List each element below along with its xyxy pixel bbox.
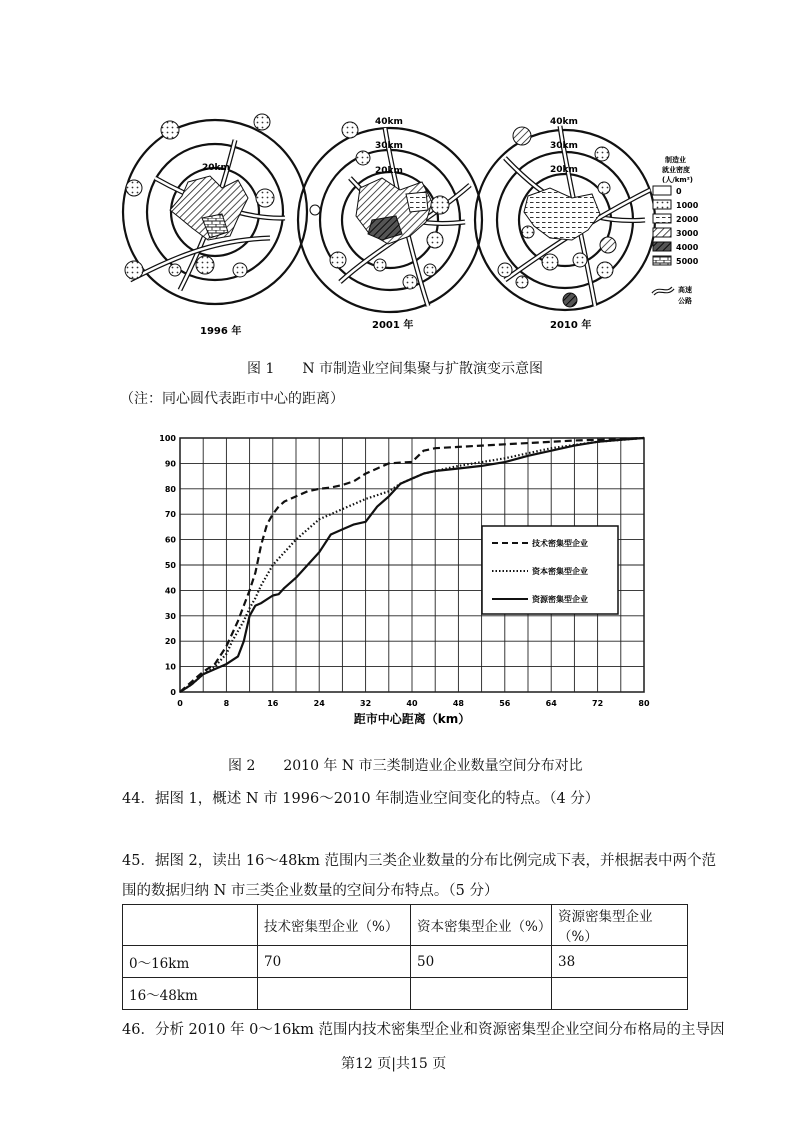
table-cell <box>123 905 258 946</box>
svg-text:(人/km²): (人/km²) <box>662 176 693 184</box>
table-cell: 50 <box>411 946 552 978</box>
question-44: 44．据图 1，概述 N 市 1996～2010 年制造业空间变化的特点。（4 分） <box>122 791 600 807</box>
question-45-line2: 围的数据归纳 N 市三类企业数量的空间分布特点。（5 分） <box>122 883 499 899</box>
x-tick-label: 32 <box>360 699 372 708</box>
figure-2-caption: 图 2 2010 年 N 市三类制造业企业数量空间分布对比 <box>228 758 583 774</box>
figure-1-caption: 图 1 N 市制造业空间集聚与扩散演变示意图 <box>247 361 544 377</box>
ring-label: 20km <box>202 163 230 173</box>
answer-cell[interactable] <box>552 978 688 1010</box>
y-tick-label: 50 <box>164 561 176 570</box>
svg-text:公路: 公路 <box>678 297 692 305</box>
legend-resource: 资源密集型企业 <box>532 595 588 604</box>
svg-text:0: 0 <box>676 187 682 196</box>
svg-text:3000: 3000 <box>676 229 699 238</box>
question-45-line1: 45．据图 2，读出 16～48km 范围内三类企业数量的分布比例完成下表，并根据表中两个范 <box>122 853 716 869</box>
table-header-cell: 技术密集型企业（%） <box>258 905 411 946</box>
ring-label: 20km <box>375 166 403 176</box>
figure-1-maps <box>110 110 710 342</box>
y-tick-label: 60 <box>164 535 176 545</box>
y-tick-label: 0 <box>170 688 176 697</box>
figure-1-note: （注：同心圆代表距市中心的距离） <box>120 391 344 407</box>
ring-label: 20km <box>550 165 578 175</box>
table-header-cell: 资本密集型企业（%） <box>411 905 552 946</box>
map-2010 <box>475 117 655 331</box>
table-header-cell: 资源密集型企业（%） <box>552 905 688 946</box>
x-tick-label: 8 <box>223 699 230 708</box>
legend-tech: 技术密集型企业 <box>532 539 588 548</box>
question-46: 46．分析 2010 年 0～16km 范围内技术密集型企业和资源密集型企业空间分布格局的主导因 <box>122 1022 725 1038</box>
answer-cell[interactable] <box>258 978 411 1010</box>
table-cell: 38 <box>552 946 688 978</box>
ring-label: 40km <box>550 117 578 127</box>
svg-text:2000: 2000 <box>676 215 699 224</box>
x-tick-label: 0 <box>177 699 183 708</box>
svg-text:1000: 1000 <box>676 201 699 210</box>
x-tick-label: 56 <box>499 699 511 708</box>
table-row <box>123 946 688 978</box>
x-axis-label: 距市中心距离（km） <box>353 712 471 726</box>
table-row-label: 0～16km <box>123 946 258 978</box>
svg-text:就业密度: 就业密度 <box>662 166 690 174</box>
legend-capital: 资本密集型企业 <box>532 567 588 576</box>
svg-text:高速: 高速 <box>678 286 692 294</box>
x-tick-label: 16 <box>267 699 279 708</box>
figure-2-chart <box>150 425 660 735</box>
x-tick-label: 48 <box>452 699 464 708</box>
map-year-label: 1996 年 <box>200 326 242 337</box>
x-tick-label: 72 <box>592 699 604 708</box>
answer-table <box>122 904 688 1010</box>
y-tick-label: 80 <box>164 484 176 494</box>
answer-cell[interactable] <box>411 978 552 1010</box>
y-tick-label: 100 <box>159 434 176 443</box>
y-tick-label: 30 <box>164 611 176 621</box>
x-tick-label: 24 <box>313 699 325 708</box>
y-tick-label: 10 <box>164 662 176 672</box>
y-tick-label: 20 <box>164 637 176 647</box>
map-year-label: 2010 年 <box>550 320 592 331</box>
map-year-label: 2001 年 <box>372 320 414 331</box>
svg-text:5000: 5000 <box>676 257 699 266</box>
y-tick-label: 90 <box>164 459 176 469</box>
svg-text:制造业: 制造业 <box>665 156 686 164</box>
y-tick-label: 40 <box>164 586 176 596</box>
page-footer: 第12 页|共15 页 <box>341 1056 447 1072</box>
svg-text:4000: 4000 <box>676 243 699 252</box>
table-row-label: 16～48km <box>123 978 258 1010</box>
table-row <box>123 978 688 1010</box>
map-legend <box>653 155 699 305</box>
chart-legend <box>482 526 618 614</box>
x-tick-label: 40 <box>406 699 418 708</box>
table-cell: 70 <box>258 946 411 978</box>
map-2001 <box>298 117 482 331</box>
map-1996 <box>123 114 307 337</box>
ring-label: 30km <box>375 141 403 151</box>
table-header-row <box>123 905 688 946</box>
ring-label: 30km <box>550 141 578 151</box>
y-tick-label: 70 <box>164 510 176 520</box>
ring-label: 40km <box>375 117 403 127</box>
x-tick-label: 64 <box>545 699 557 708</box>
x-tick-label: 80 <box>638 699 650 708</box>
